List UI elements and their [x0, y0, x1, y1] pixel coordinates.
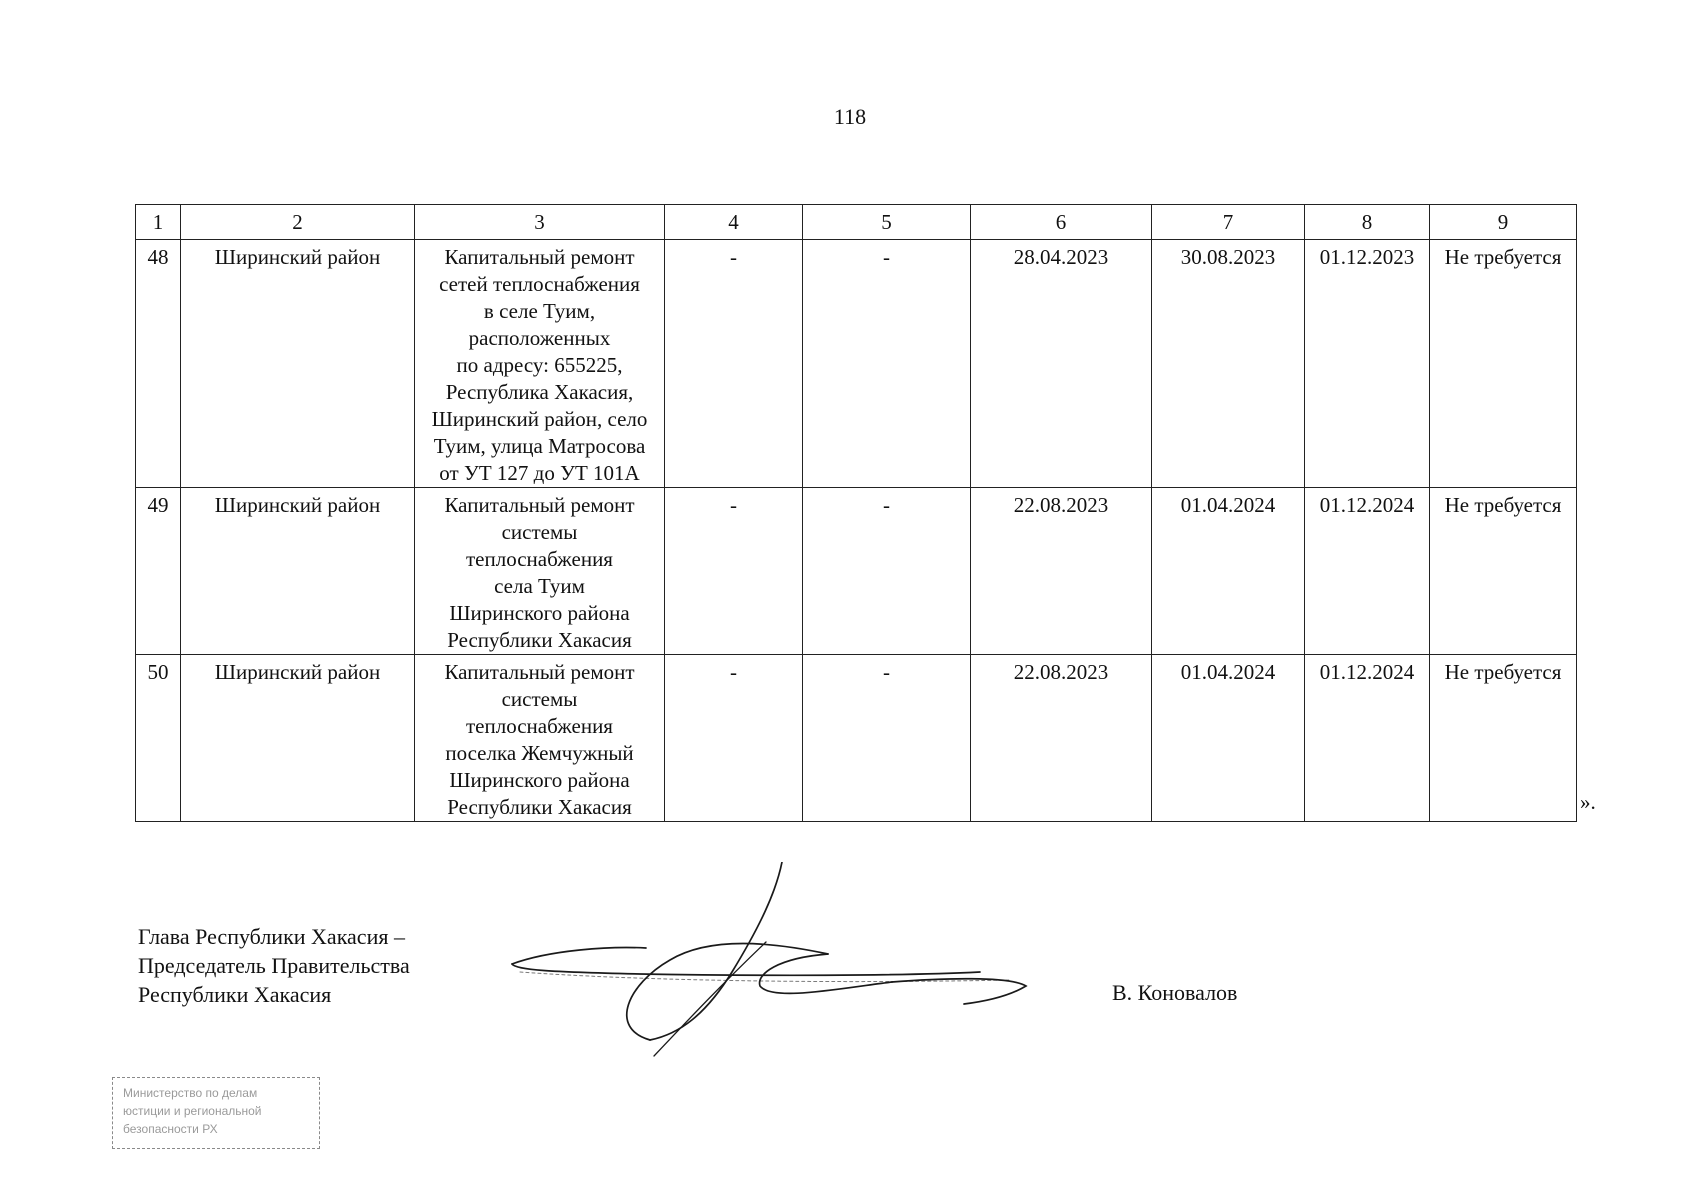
column-header-7: 7: [1152, 205, 1305, 240]
row-number: 50: [136, 655, 181, 822]
district-cell: Ширинский район: [181, 488, 415, 655]
column-8-date-cell: 01.12.2024: [1305, 488, 1430, 655]
registration-stamp: Министерство по делам юстиции и региональной безопасности РХ: [112, 1077, 320, 1149]
row-number: 49: [136, 488, 181, 655]
description-cell: Капитальный ремонт сетей теплоснабжения в селе Туим, расположенных по адресу: 655225, Республика Хакасия, Ширинский район, село Туим, улица Матросова от УТ 127 до УТ 101А: [415, 240, 665, 488]
signatory-title: Глава Республики Хакасия – Председатель Правительства Республики Хакасия: [138, 924, 410, 1007]
column-7-date-cell: 01.04.2024: [1152, 655, 1305, 822]
column-7-date-cell: 01.04.2024: [1152, 488, 1305, 655]
page-number: 118: [833, 104, 867, 129]
column-4-cell: -: [665, 655, 803, 822]
column-6-date-cell: 28.04.2023: [971, 240, 1152, 488]
description-cell: Капитальный ремонт системы теплоснабжения поселка Жемчужный Ширинского района Республики Хакасия: [415, 655, 665, 822]
projects-table: [135, 204, 1577, 822]
column-9-cell: Не требуется: [1430, 240, 1577, 488]
column-header-3: 3: [415, 205, 665, 240]
column-6-date-cell: 22.08.2023: [971, 488, 1152, 655]
column-5-cell: -: [803, 488, 971, 655]
closing-quote: ».: [1580, 790, 1596, 814]
column-9-cell: Не требуется: [1430, 655, 1577, 822]
column-header-4: 4: [665, 205, 803, 240]
column-7-date-cell: 30.08.2023: [1152, 240, 1305, 488]
column-header-1: 1: [136, 205, 181, 240]
table-header-row: [136, 205, 1577, 240]
row-number: 48: [136, 240, 181, 488]
column-6-date-cell: 22.08.2023: [971, 655, 1152, 822]
column-header-2: 2: [181, 205, 415, 240]
column-8-date-cell: 01.12.2024: [1305, 655, 1430, 822]
handwritten-signature: [510, 862, 1030, 1067]
district-cell: Ширинский район: [181, 655, 415, 822]
description-cell: Капитальный ремонт системы теплоснабжения села Туим Ширинского района Республики Хакасия: [415, 488, 665, 655]
table-row: [136, 488, 1577, 655]
column-4-cell: -: [665, 240, 803, 488]
table-row: [136, 655, 1577, 822]
column-4-cell: -: [665, 488, 803, 655]
column-header-9: 9: [1430, 205, 1577, 240]
table-row: [136, 240, 1577, 488]
district-cell: Ширинский район: [181, 240, 415, 488]
signatory-name: В. Коновалов: [1112, 980, 1238, 1005]
column-8-date-cell: 01.12.2023: [1305, 240, 1430, 488]
column-header-5: 5: [803, 205, 971, 240]
column-5-cell: -: [803, 240, 971, 488]
column-9-cell: Не требуется: [1430, 488, 1577, 655]
column-header-6: 6: [971, 205, 1152, 240]
column-5-cell: -: [803, 655, 971, 822]
column-header-8: 8: [1305, 205, 1430, 240]
